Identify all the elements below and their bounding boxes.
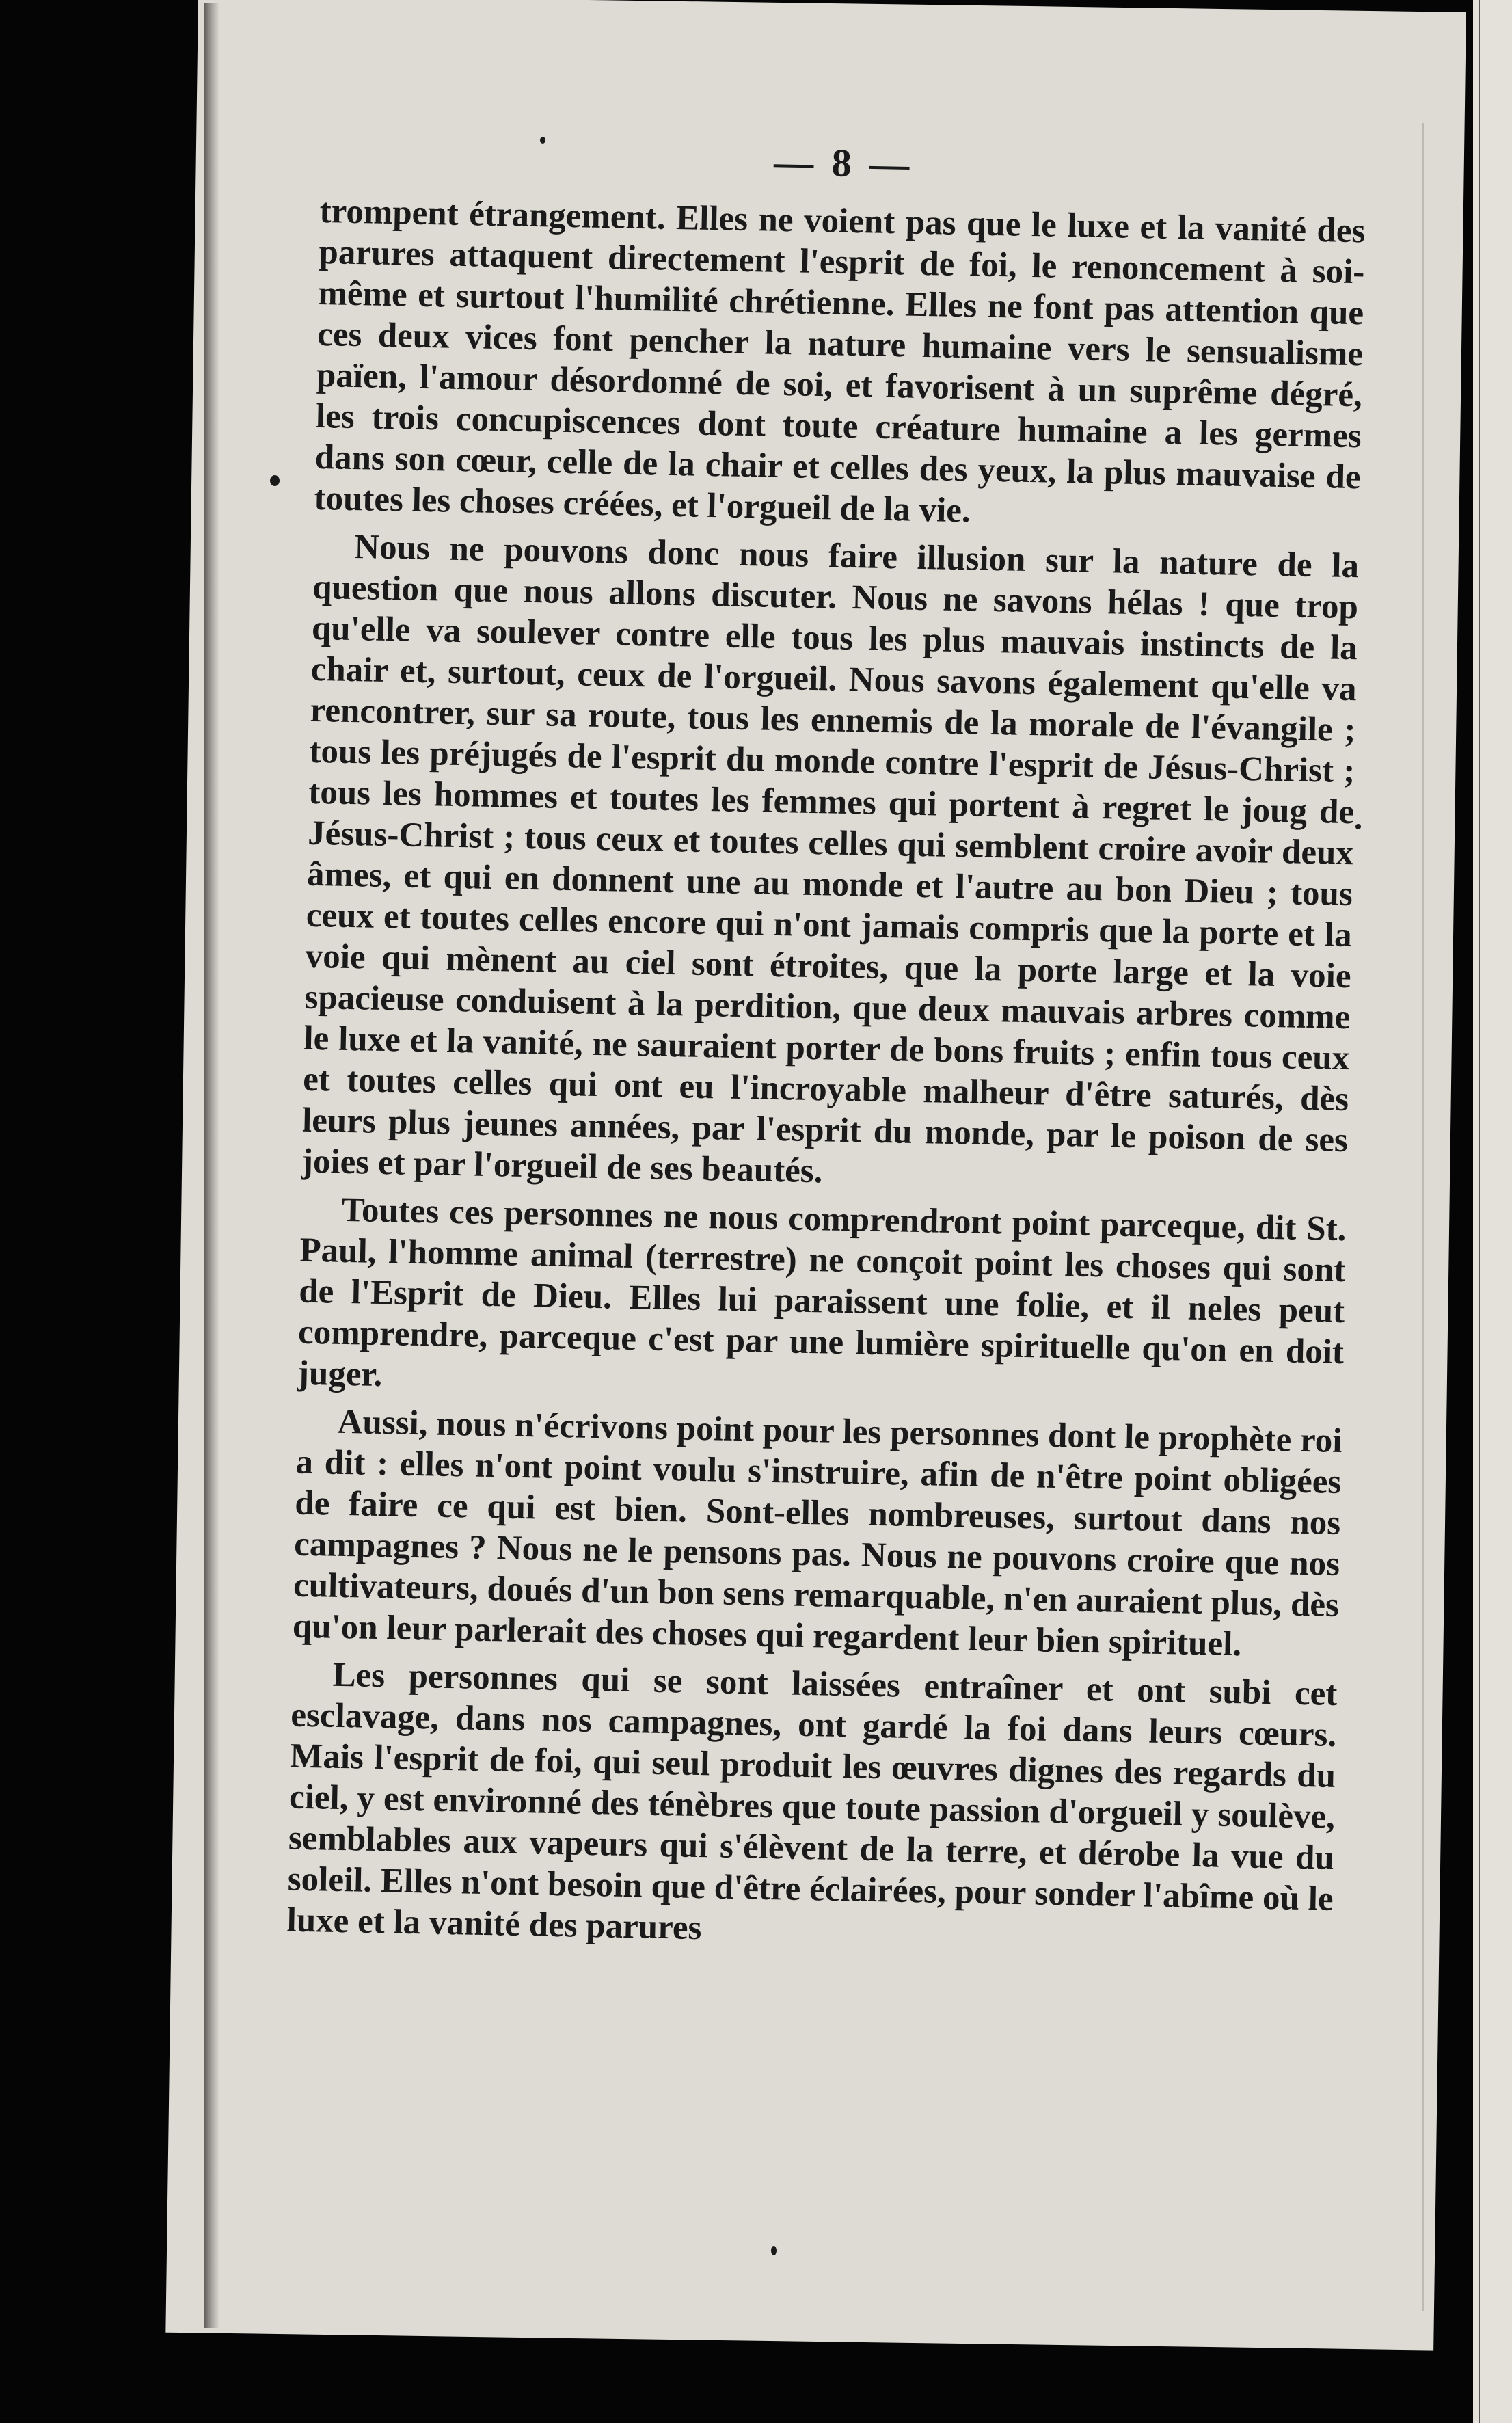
page-binding-edge xyxy=(204,3,219,2328)
paragraph-4: Aussi, nous n'écrivons point pour les personnes dont le prophète roi a dit : elles n'ont point voulu s'instruire, afin de n'être point obligées de faire ce qui est bien. Sont-elles nombreuses, surtout dans nos campagnes ? Nous ne le pensons pas. Nous ne pouvons croire que nos cultivateurs, doués d'un bon sens remarquable, n'en auraient plus, dès qu'on leur parlerait des choses qui regardent leur bien spirituel. xyxy=(292,1402,1342,1664)
page-number: — 8 — xyxy=(773,139,914,187)
paragraph-1: trompent étrangement. Elles ne voient pas que le luxe et la vanité des parures attaquent directement l'esprit de foi, le renoncement à soi-même et surtout l'humilité chrétienne. Elles ne font pas attention que ces deux vices font pencher la nature humaine vers le sensualisme païen, l'amour désordonné de soi, et favorisent à un suprême dégré, les trois concupiscences dont toute créature humaine a les germes dans son cœur, celle de la chair et celles des yeux, la plus mauvaise de toutes les choses créées, et l'orgueil de la vie. xyxy=(314,191,1366,531)
paragraph-2: Nous ne pouvons donc nous faire illusion sur la nature de la question que nous allons discuter. Nous ne savons hélas ! que trop qu'elle va soulever contre elle tous les plus mauvais instincts de la chair et, surtout, ceux de l'orgueil. Nous savons également qu'elle va rencontrer, sur sa route, tous les ennemis de la morale de l'évangile ; tous les préjugés de l'esprit du monde contre l'esprit de Jésus-Christ ; tous les hommes et toutes les femmes qui portent à regret le joug de Jésus-Christ ; tous ceux et toutes celles qui semblent croire avoir deux âmes, et qui en donnent une au monde et l'autre au bon Dieu ; tous ceux et toutes celles encore qui n'ont jamais compris que la porte et la voie qui mènent au ciel sont étroites, que la porte large et la voie spacieuse conduisent à la perdition, que deux mauvais arbres comme le luxe et la vanité, ne sauraient porter de bons fruits ; enfin tous ceux et toutes celles qui ont eu l'incroyable malheur d'être saturés, dès leurs plus jeunes années, par l'esprit du monde, par le poison de ses joies et par l'orgueil de ses beautés. xyxy=(301,528,1360,1191)
paragraph-5: Les personnes qui se sont laissées entraîner et ont subi cet esclavage, dans nos campagnes, ont gardé la foi dans leurs cœurs. Mais l'esprit de foi, qui seul produit les œuvres dignes des regards du ciel, y est environné des ténèbres que toute passion d'orgueil y soulève, semblables aux vapeurs qui s'élèvent de la terre, et dérobe la vue du soleil. Elles n'ont besoin que d'être éclairées, pour sonder l'abîme où le luxe et la vanité des parures xyxy=(286,1655,1338,1948)
ink-speck xyxy=(270,475,280,486)
adjacent-page-crease xyxy=(1479,0,1480,2423)
page-fold-line xyxy=(1422,123,1424,2311)
paragraph-3: Toutes ces personnes ne nous comprendront point parceque, dit St. Paul, l'homme animal (terrestre) ne conçoit point les choses qui sont de l'Esprit de Dieu. Elles lui paraissent une folie, et il neles peut comprendre, parceque c'est par une lumière spirituelle qu'on en doit juger. xyxy=(297,1190,1347,1395)
page-text xyxy=(286,130,1367,1968)
ink-speck xyxy=(771,2246,777,2255)
ink-speck xyxy=(1355,824,1361,829)
adjacent-page-strip xyxy=(1473,0,1512,2423)
